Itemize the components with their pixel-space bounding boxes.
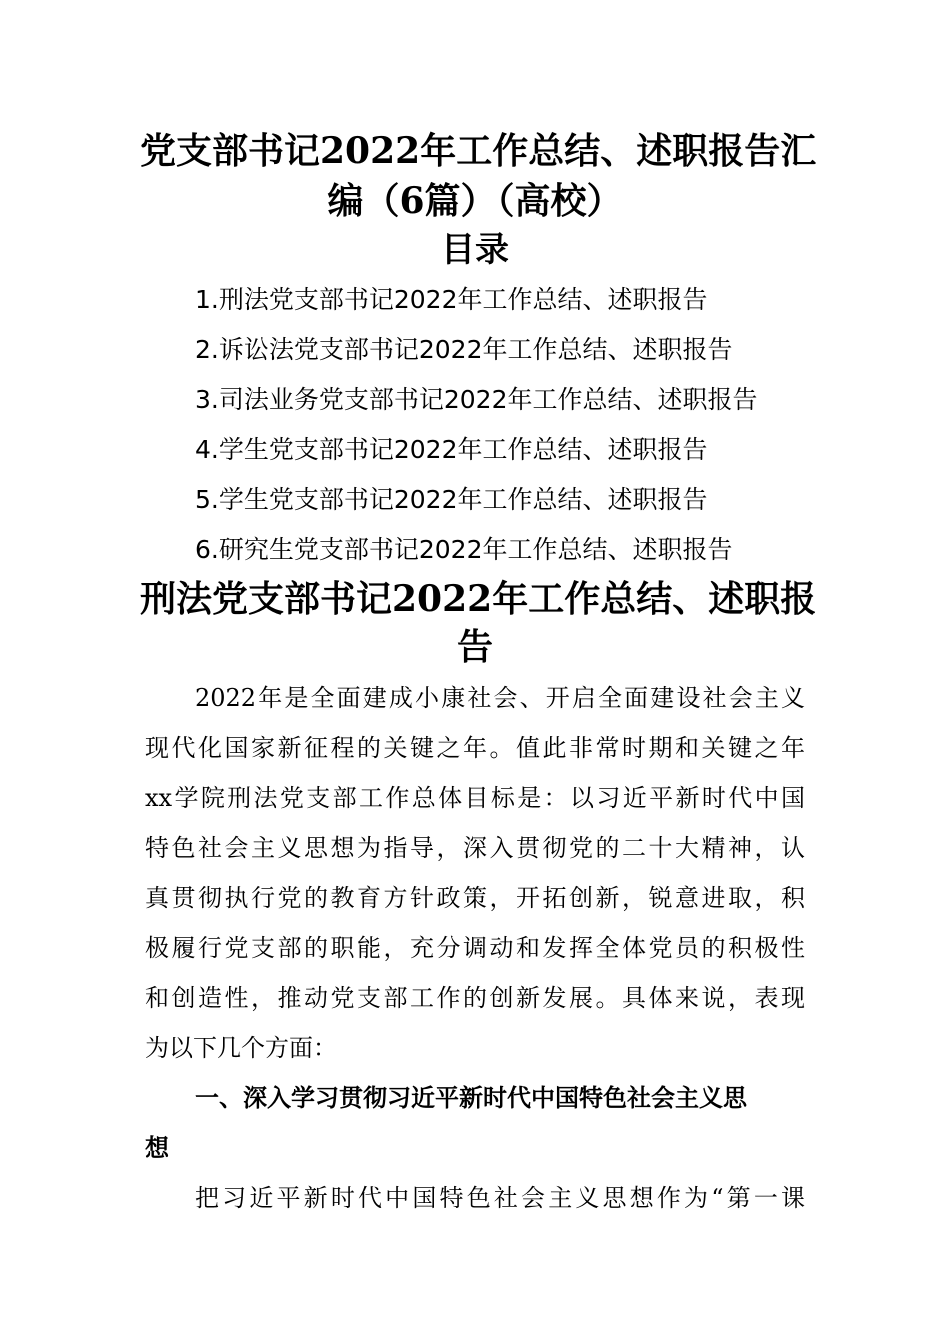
next-paragraph-line-1: 把习近平新时代中国特色社会主义思想作为“第一课 [195, 1184, 805, 1212]
toc-heading: 目录 [441, 230, 509, 270]
intro-line-6: 极履行党支部的职能，充分调动和发挥全体党员的积极性 [145, 934, 805, 962]
toc-item-3[interactable]: 3.司法业务党支部书记2022年工作总结、述职报告 [195, 385, 758, 414]
article-title-line-2: 告 [456, 626, 493, 668]
intro-line-1: 2022年是全面建成小康社会、开启全面建设社会主义 [195, 684, 805, 712]
intro-line-3: xx学院刑法党支部工作总体目标是：以习近平新时代中国 [145, 784, 805, 812]
section-heading-line-1: 一、深入学习贯彻习近平新时代中国特色社会主义思 [195, 1084, 747, 1112]
intro-line-8: 为以下几个方面： [145, 1034, 337, 1062]
toc-item-4[interactable]: 4.学生党支部书记2022年工作总结、述职报告 [195, 435, 708, 464]
document-title-line-1: 党支部书记2022年工作总结、述职报告汇 [140, 130, 817, 172]
intro-line-7: 和创造性，推动党支部工作的创新发展。具体来说，表现 [145, 984, 805, 1012]
document-title-line-2: 编（6篇）（高校） [327, 180, 623, 222]
toc-item-5[interactable]: 5.学生党支部书记2022年工作总结、述职报告 [195, 485, 708, 514]
intro-line-2: 现代化国家新征程的关键之年。值此非常时期和关键之年 [145, 734, 805, 762]
toc-item-1[interactable]: 1.刑法党支部书记2022年工作总结、述职报告 [195, 285, 708, 314]
article-title-line-1: 刑法党支部书记2022年工作总结、述职报 [140, 578, 817, 620]
section-heading-line-2: 想 [145, 1134, 169, 1162]
intro-line-4: 特色社会主义思想为指导，深入贯彻党的二十大精神，认 [145, 834, 805, 862]
toc-item-2[interactable]: 2.诉讼法党支部书记2022年工作总结、述职报告 [195, 335, 733, 364]
intro-line-5: 真贯彻执行党的教育方针政策，开拓创新，锐意进取，积 [145, 884, 805, 912]
toc-item-6[interactable]: 6.研究生党支部书记2022年工作总结、述职报告 [195, 535, 733, 564]
